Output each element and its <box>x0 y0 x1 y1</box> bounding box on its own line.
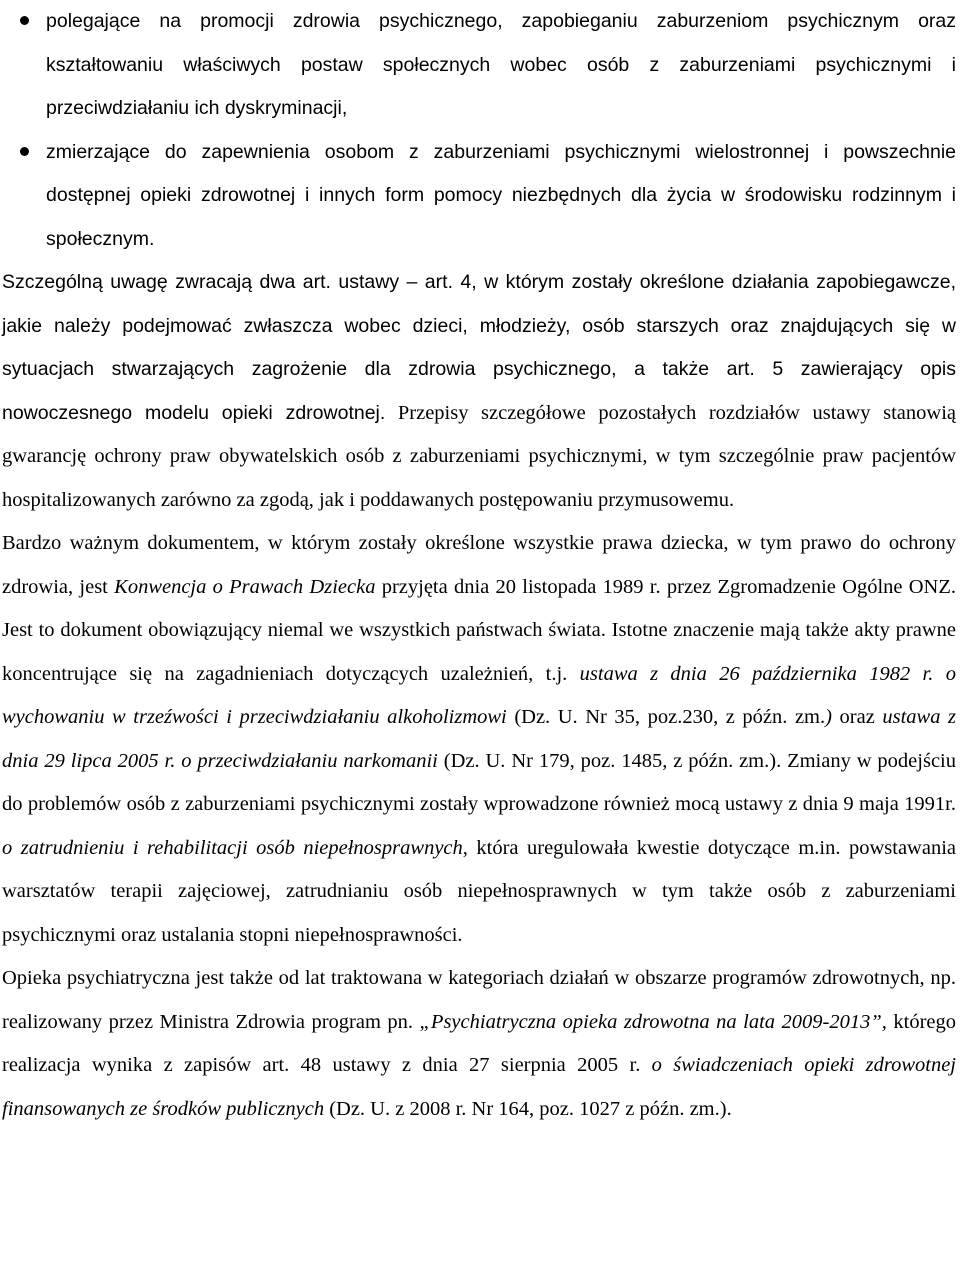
text-run: oraz <box>831 706 883 728</box>
bullet-dot-icon <box>20 147 29 156</box>
paragraph-child-rights <box>0 522 960 957</box>
text-run: (Dz. U. Nr 179, poz. 1485, z późn. zm.). Zmiany w podejściu do problemów osób z zaburzeniami psychicznymi zostały wprowadzone również mocą ustawy z dnia 9 maja 1991r. <box>2 749 957 815</box>
convention-title: Konwencja o Prawach Dziecka <box>114 575 376 598</box>
bullet-text: polegające na promocji zdrowia psychicznego, zapobieganiu zaburzeniom psychicznym oraz kształtowaniu właściwych postaw społecznych wobec osób z zaburzeniami psychicznymi i przeciwdziałaniu ich dyskryminacji, <box>46 10 956 119</box>
bullet-list <box>0 0 960 261</box>
paragraph-articles-sans: Szczególną uwagę zwracają dwa art. ustawy – art. 4, w którym zostały określone działania zapobiegawcze, jakie należy podejmować zwłaszcza wobec dzieci, młodzieży, osób starszych oraz znajdujących się w sytuacjach stwarzających zagrożenie dla zdrowia psychicznego, a także art. 5 zawierający opis nowoczesnego modelu opieki zdrowotnej. <box>2 271 956 424</box>
paragraph-psychiatric-care <box>0 957 960 1131</box>
bullet-item-promotion <box>0 0 960 131</box>
healthcare-act-title: o świadczeniach opieki zdrowotnej finansowanych ze środków publicznych <box>2 1054 956 1120</box>
bullet-item-care <box>0 131 960 262</box>
drug-act-title: ustawa z dnia 29 lipca 2005 r. o przeciwdziałaniu narkomanii <box>2 706 956 772</box>
text-run: (Dz. U. z 2008 r. Nr 164, poz. 1027 z późn. zm.). <box>324 1097 732 1120</box>
disability-act-title: o zatrudnieniu i rehabilitacji osób niepełnosprawnych <box>2 836 463 859</box>
text-run: przyjęta dnia 20 listopada 1989 r. przez Zgromadzenie Ogólne ONZ. Jest to dokument obowiązujący niemal we wszystkich państwach świata. Istotne znaczenie mają także akty prawne koncentrujące się na zagadnieniach dotyczących uzależnień, t.j. <box>2 575 957 685</box>
text-run: (Dz. U. Nr 35, poz.230, z późn. zm. <box>506 706 826 728</box>
program-title: „Psychiatryczna opieka zdrowotna na lata 2009-2013”, <box>419 1010 887 1033</box>
alcohol-act-title: ustawa z dnia 26 października 1982 r. o wychowaniu w trzeźwości i przeciwdziałaniu alkoholizmowi <box>2 662 956 728</box>
text-run: którego realizacja wynika z zapisów art. 48 ustawy z dnia 27 sierpnia 2005 r. <box>2 1010 956 1076</box>
text-run: Opieka psychiatryczna jest także od lat traktowana w kategoriach działań w obszarze programów zdrowotnych, np. realizowany przez Ministra Zdrowia program pn. <box>2 967 956 1033</box>
bullet-text: zmierzające do zapewnienia osobom z zaburzeniami psychicznymi wielostronnej i powszechnie dostępnej opieki zdrowotnej i innych form pomocy niezbędnych dla życia w środowisku rodzinnym i społecznym. <box>46 140 956 250</box>
text-run-italic: ) <box>825 706 832 728</box>
bullet-dot-icon <box>20 16 29 25</box>
text-run: , która uregulowała kwestie dotyczące m.in. powstawania warsztatów terapii zajęciowej, zatrudnianiu osób niepełnosprawnych w tym także osób z zaburzeniami psychicznymi oraz ustalania stopni niepełnosprawności. <box>2 836 956 946</box>
paragraph-articles <box>0 261 960 522</box>
paragraph-articles-serif: Przepisy szczegółowe pozostałych rozdziałów ustawy stanowią gwarancję ochrony praw obywatelskich osób z zaburzeniami psychicznymi, w tym szczególnie praw pacjentów hospitalizowanych zarówno za zgodą, jak i poddawanych postępowaniu przymusowemu. <box>2 401 956 511</box>
text-run: Bardzo ważnym dokumentem, w którym zostały określone wszystkie prawa dziecka, w tym prawo do ochrony zdrowia, jest <box>2 532 956 598</box>
